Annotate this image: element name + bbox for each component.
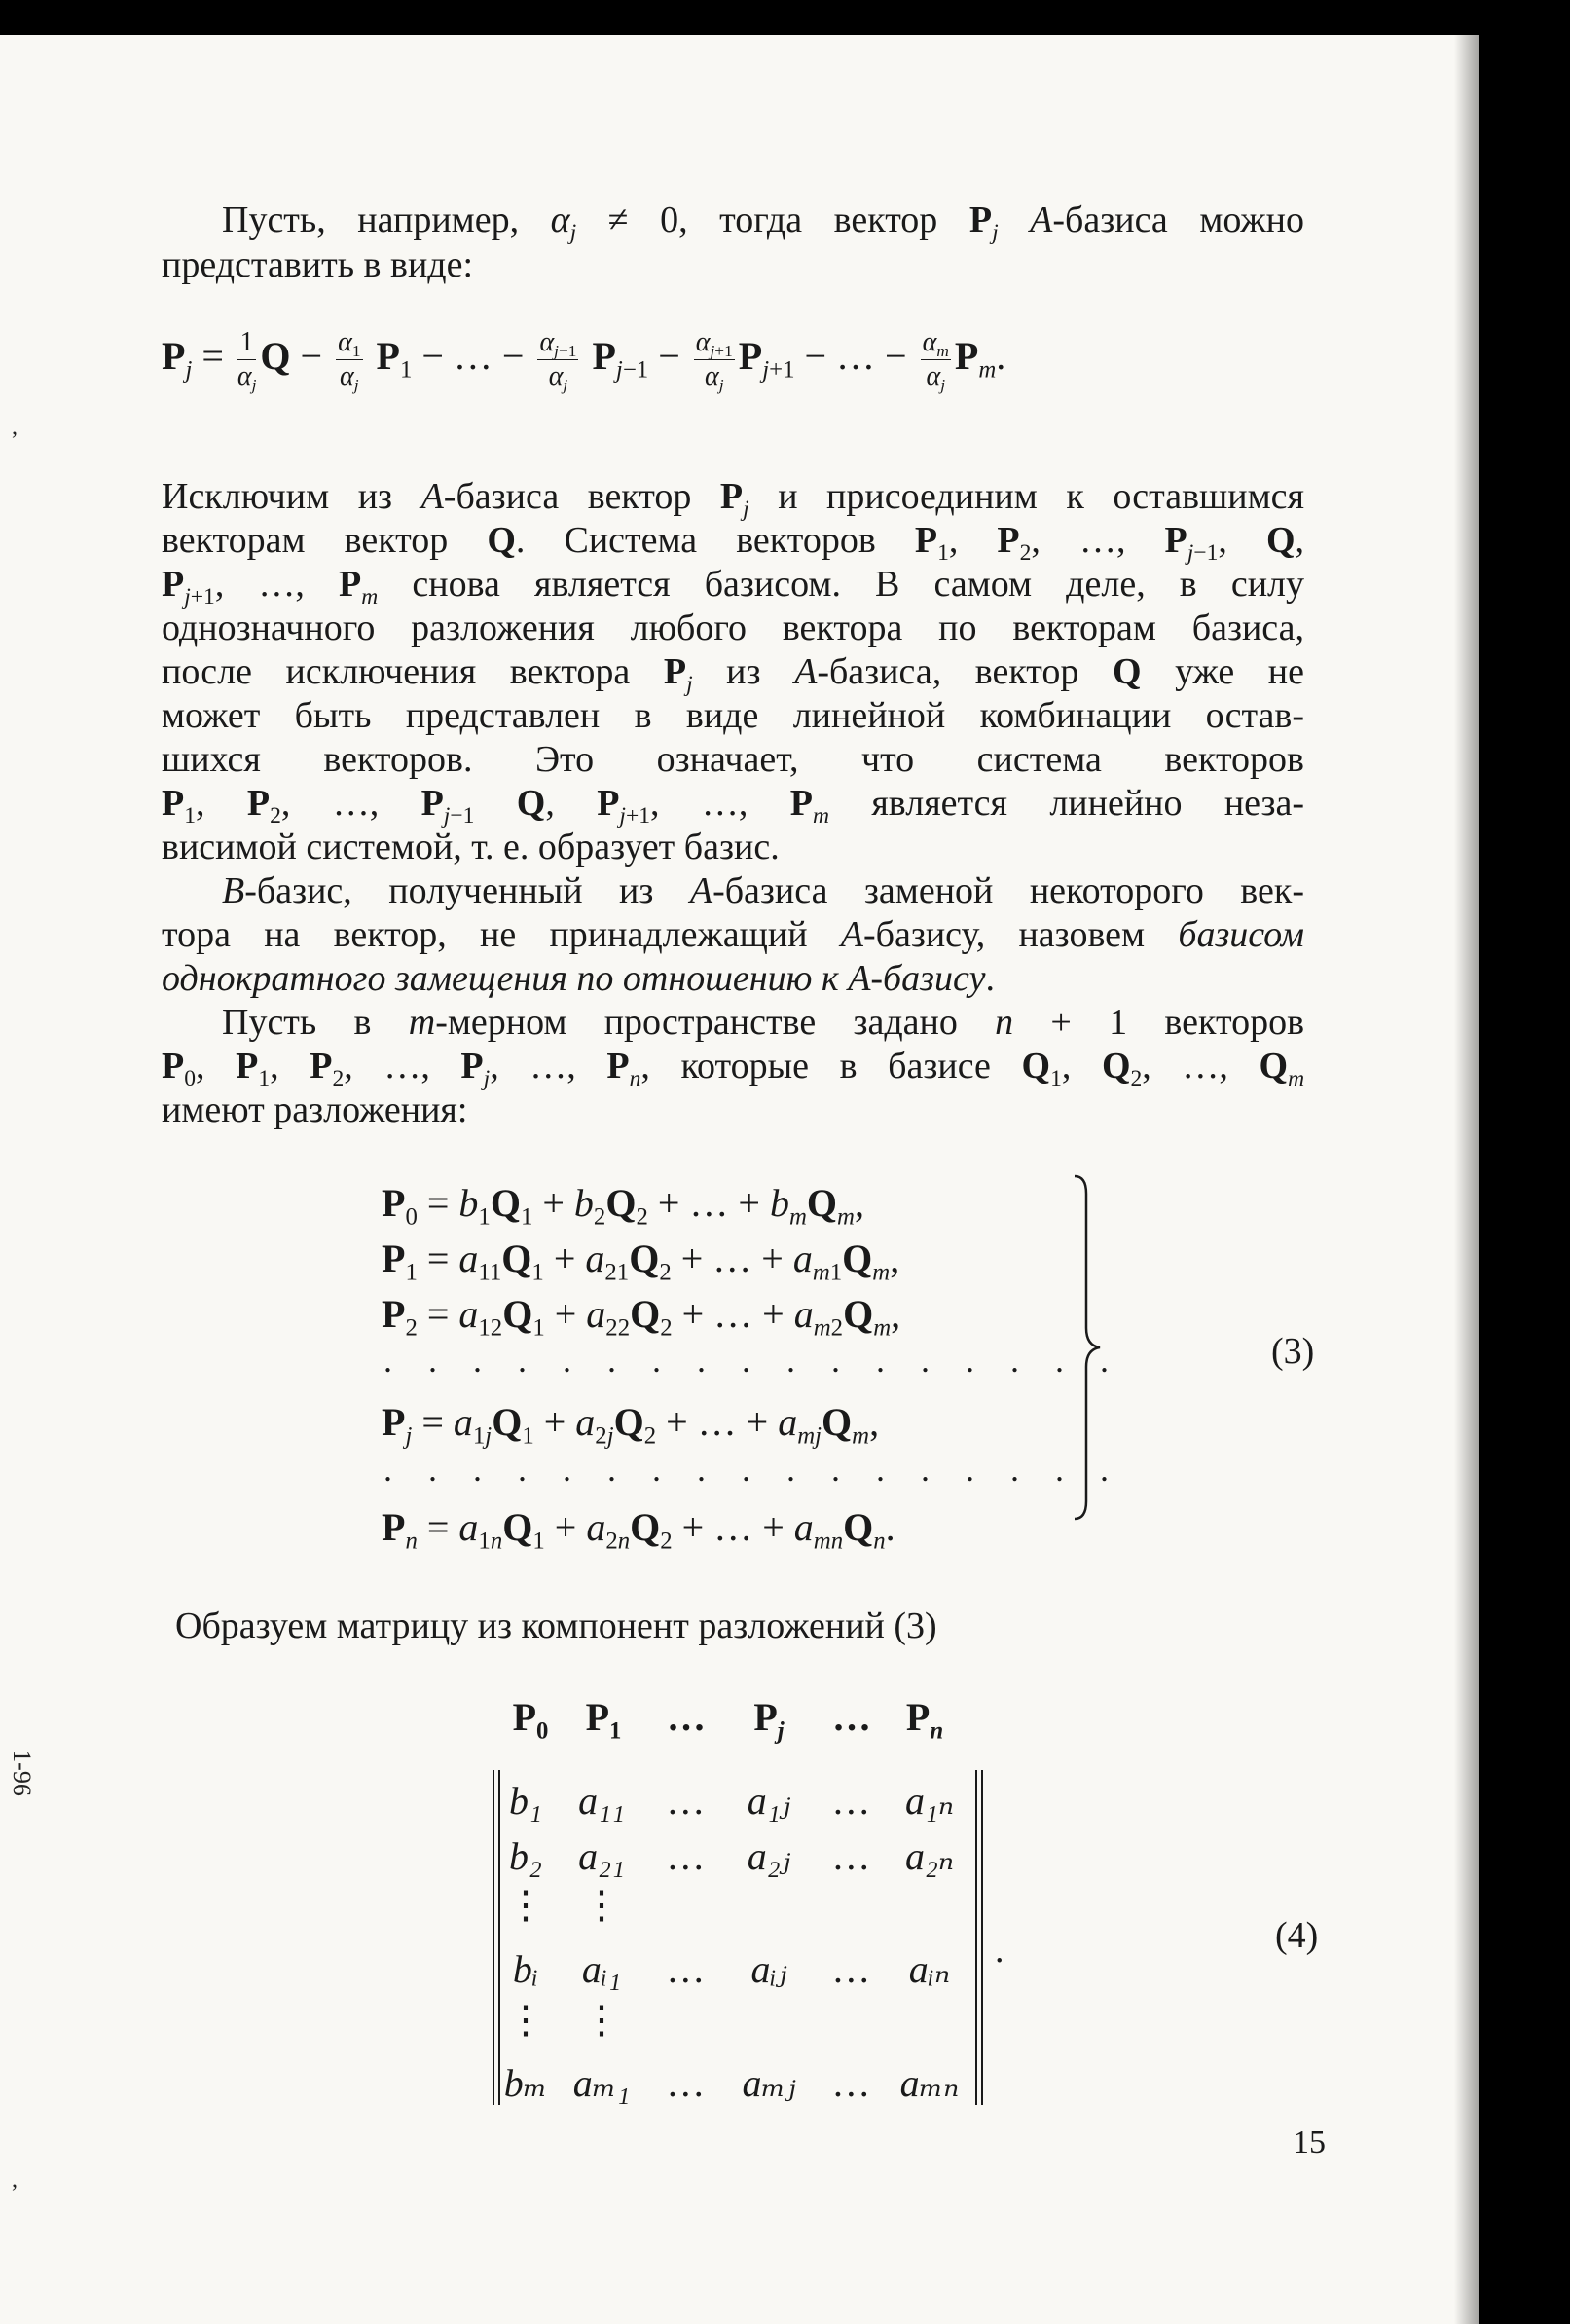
matrix-header-pj: $P_j$ — [753, 1695, 785, 1745]
matrix-cell: bₘ — [503, 2061, 548, 2105]
matrix-header-p1: $P_1$ — [585, 1695, 622, 1745]
matrix-cell: ⋮ — [506, 1998, 545, 2042]
paragraph-2-line-4: однозначного разложения любого вектора по векторам базиса, — [162, 608, 1304, 648]
page-number: 15 — [1293, 2124, 1326, 2160]
paragraph-3-line-1: B-базис, полученный из A-базиса заменой некоторого век- — [222, 870, 1304, 911]
matrix-cell: aᵢ₁ — [581, 1947, 622, 1991]
matrix-cell: … — [834, 2061, 869, 2105]
system3-eq-pn: $P_n = a_{1n}Q_1 + a_{2n}Q_2$ + … + $a_{mn}Q_n$. — [382, 1505, 895, 1555]
matrix-cell: a₂₁ — [578, 1834, 625, 1878]
matrix-cell: aₘₙ — [899, 2061, 960, 2105]
paragraph-2-line-8: $P_1$, $P_2$, …, $P_{j-1}$ Q, $P_{j+1}$, …, $P_m$ является линейно неза- — [162, 783, 1305, 830]
system3-dots-row-1: . . . . . . . . . . . . . . . . . — [383, 1341, 1122, 1380]
matrix-header-pn: $P_n$ — [905, 1695, 944, 1745]
formula-pj-expansion: $P_j$ = $\frac{1}{\alpha_j}$ Q − $\frac{\alpha_1}{\alpha_j}$ $P_1$ − … − $\frac{\alpha_{j-1}}{\alpha_j}$ $P_{j-1}$ − $\frac{\alpha_{j+1}}{\alpha_j}$ $P_{j+1}$ − … − $\frac{\alpha_m}{\alpha_j}$ $P_m$. — [162, 327, 1006, 395]
system3-eq-p1: $P_1 = a_{11}Q_1 + a_{21}Q_2$ + … + $a_{m1}Q_m$, — [382, 1236, 900, 1286]
matrix-cell: b₂ — [509, 1834, 542, 1878]
paragraph-2-line-5: после исключения вектора $P_j$ из A-базиса, вектор Q уже не — [162, 651, 1304, 698]
matrix-right-bars — [973, 1770, 987, 2105]
matrix-cell: a₁ⱼ — [747, 1779, 791, 1823]
matrix-cell: … — [834, 1834, 869, 1878]
margin-mark: 1-96 — [7, 1750, 36, 1796]
system3-eq-pj: $P_j = a_{1j}Q_1 + a_{2j}Q_2$ + … + $a_{mj}Q_m$, — [382, 1400, 880, 1450]
system3-eq-p0: $P_0 = b_1Q_1 + b_2Q_2$ + … + $b_mQ_m$, — [382, 1181, 864, 1231]
matrix-cell: a₂ₙ — [904, 1834, 955, 1878]
paragraph-4-line-2: $P_0$, $P_1$, $P_2$, …, $P_j$, …, $P_n$, которые в базисе $Q_1$, $Q_2$, …, $Q_m$ — [162, 1046, 1305, 1092]
matrix-cell: aₘ₁ — [572, 2061, 631, 2105]
matrix-trailing-period: . — [995, 1930, 1004, 1971]
matrix-cell: bᵢ — [512, 1947, 539, 1991]
matrix-cell: … — [669, 1834, 704, 1878]
margin-mark: , — [12, 2167, 18, 2193]
matrix-cell: b₁ — [509, 1779, 542, 1823]
paragraph-1-line-1: Пусть, например, $\alpha_j \ne 0$, тогда вектор $P_j$ A-базиса можно — [222, 200, 1305, 246]
matrix-cell: ⋮ — [582, 1998, 621, 2042]
paragraph-2-line-1: Исключим из A-базиса вектор $P_j$ и присоединим к оставшимся — [162, 476, 1305, 523]
system3-dots-row-2: . . . . . . . . . . . . . . . . . — [383, 1450, 1122, 1489]
paragraph-2-line-7: шихся векторов. Это означает, что система векторов — [162, 739, 1304, 780]
paragraph-2-line-9: висимой системой, т. е. образует базис. — [162, 827, 780, 867]
matrix-cell: … — [834, 1779, 869, 1823]
matrix-cell: … — [834, 1947, 869, 1991]
matrix-header-p0: $P_0$ — [512, 1695, 549, 1745]
matrix-cell: a₂ⱼ — [747, 1834, 791, 1878]
matrix-cell: … — [669, 1947, 704, 1991]
system3-eq-p2: $P_2 = a_{12}Q_1 + a_{22}Q_2$ + … + $a_{m2}Q_m$, — [382, 1292, 901, 1342]
matrix-cell: aₘⱼ — [742, 2061, 796, 2105]
paragraph-1-line-2: представить в виде: — [162, 244, 474, 285]
matrix-cell: a₁ₙ — [904, 1779, 955, 1823]
matrix4-label: (4) — [1275, 1915, 1319, 1956]
paragraph-3-line-3: однократного замещения по отношению к A-базису. — [162, 958, 995, 999]
paragraph-3-line-2: тора на вектор, не принадлежащий A-базису, назовем базисом — [162, 914, 1304, 955]
matrix-cell: … — [669, 1779, 704, 1823]
matrix-header-dots-1: … — [667, 1695, 706, 1739]
matrix-header-dots-2: … — [832, 1695, 871, 1739]
book-page — [0, 35, 1479, 2324]
system3-label: (3) — [1271, 1331, 1315, 1372]
paragraph-4-line-1: Пусть в m-мерном пространстве задано n + 1 векторов — [222, 1002, 1305, 1043]
margin-mark: , — [12, 415, 18, 440]
matrix-cell: ⋮ — [506, 1883, 545, 1927]
system3-right-brace — [1071, 1172, 1110, 1523]
paragraph-2-line-3: $P_{j+1}$, …, $P_m$ снова является базисом. В самом деле, в силу — [162, 564, 1305, 610]
paragraph-2-line-2: векторам вектор Q. Система векторов $P_1$, $P_2$, …, $P_{j-1}$, Q, — [162, 520, 1304, 567]
matrix-cell: aᵢₙ — [908, 1947, 951, 1991]
matrix-cell: … — [669, 2061, 704, 2105]
paragraph-2-line-6: может быть представлен в виде линейной комбинации остав- — [162, 695, 1304, 736]
scan-edge-shadow — [1454, 35, 1479, 2324]
paragraph-4-line-3: имеют разложения: — [162, 1089, 468, 1130]
paragraph-5: Образуем матрицу из компонент разложений (3) — [175, 1605, 937, 1646]
matrix-cell: ⋮ — [582, 1883, 621, 1927]
matrix-cell: a₁₁ — [578, 1779, 625, 1823]
matrix-cell: aᵢⱼ — [750, 1947, 787, 1991]
